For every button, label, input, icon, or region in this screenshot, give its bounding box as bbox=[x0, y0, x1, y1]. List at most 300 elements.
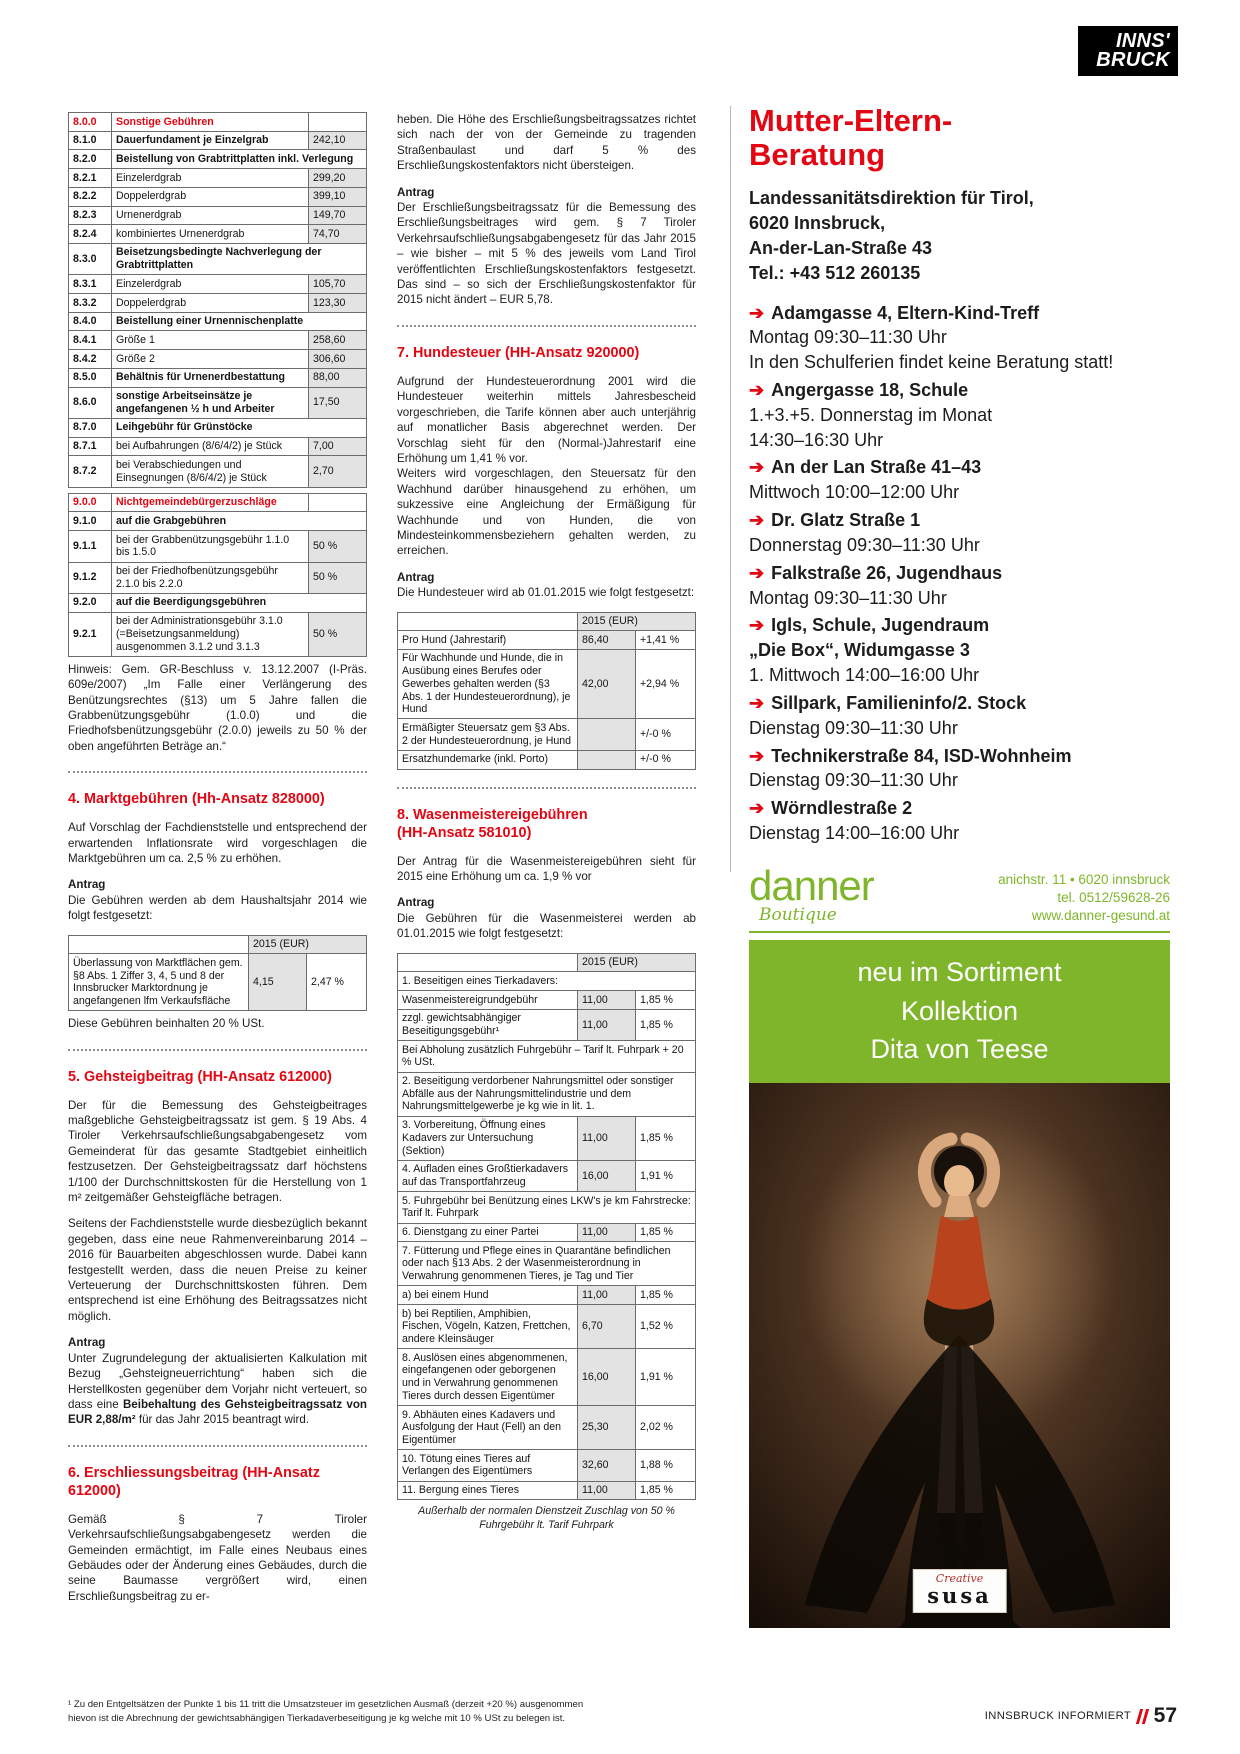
susa-badge bbox=[913, 1570, 1006, 1612]
fee-desc-cell: Größe 1 bbox=[112, 331, 309, 350]
fee-value-cell: 399,10 bbox=[309, 187, 367, 206]
ad-website-link[interactable]: www.danner-gesund.at bbox=[1031, 907, 1170, 923]
fee-row bbox=[398, 1160, 696, 1191]
arrow-icon: ➔ bbox=[749, 379, 765, 400]
fee-desc-cell: Behältnis für Urnenerdbestattung bbox=[112, 368, 309, 387]
arrow-icon: ➔ bbox=[749, 692, 765, 713]
location-text: Adamgasse 4, Eltern-Kind-Treff bbox=[771, 302, 1040, 323]
section-gehsteigbeitrag-heading: 5. Gehsteigbeitrag (HH-Ansatz 612000) bbox=[68, 1068, 332, 1085]
entry-schedule: In den Schulferien findet keine Beratung statt! bbox=[749, 352, 1114, 373]
banner-line3: Dita von Teese bbox=[870, 1033, 1049, 1064]
marktgebuehren-table bbox=[68, 935, 367, 1012]
fee-row bbox=[69, 437, 367, 456]
fee-pct-cell: 1,85 % bbox=[636, 1481, 696, 1500]
fee-desc-cell: bei der Administrationsgebühr 3.1.0 (=Beisetzungsanmeldung) ausgenommen 3.1.2 und 3.1.3 bbox=[112, 612, 309, 656]
fee-desc-cell: bei der Grabbenützungsgebühr 1.1.0 bis 1.5.0 bbox=[112, 531, 309, 562]
fee-desc-cell: kombiniertes Urnenerdgrab bbox=[112, 225, 309, 244]
section-wasenmeisterei-heading bbox=[397, 806, 696, 842]
ad-phone-line: tel. 0512/59628-26 bbox=[1057, 889, 1170, 905]
fee-pct-cell: +1,41 % bbox=[636, 631, 696, 650]
fee-row bbox=[398, 750, 696, 769]
fee-pct-cell: 1,91 % bbox=[636, 1160, 696, 1191]
beratung-entry bbox=[749, 613, 1170, 687]
entry-location bbox=[749, 508, 1170, 533]
fee-value-cell: 11,00 bbox=[578, 1286, 636, 1305]
fee-desc-cell: 4. Aufladen eines Großtierkadavers auf das Transportfahrzeug bbox=[398, 1160, 578, 1191]
fee-code-cell: 9.2.1 bbox=[69, 612, 112, 656]
fee-value-cell: 242,10 bbox=[309, 131, 367, 150]
fee-pct-cell: 2,02 % bbox=[636, 1406, 696, 1450]
fee-row bbox=[69, 294, 367, 313]
left-column bbox=[68, 112, 367, 1615]
fee-code-cell: 8.1.0 bbox=[69, 131, 112, 150]
fee-pct-cell: 1,85 % bbox=[636, 1116, 696, 1160]
fee-value-cell: 258,60 bbox=[309, 331, 367, 350]
fee-value-cell: 86,40 bbox=[578, 631, 636, 650]
fee-row bbox=[398, 649, 696, 719]
antrag-label: Antrag bbox=[397, 185, 435, 199]
fee-value-cell bbox=[309, 113, 367, 132]
fee-code-cell: 8.3.0 bbox=[69, 243, 112, 274]
page-number: 57 bbox=[1153, 1704, 1177, 1727]
location-text: Wörndlestraße 2 bbox=[771, 798, 913, 819]
fee-desc-cell: zzgl. gewichtsabhängiger Beseitigungsgebühr¹ bbox=[398, 1009, 578, 1040]
fee-desc-cell: Ersatzhundemarke (inkl. Porto) bbox=[398, 750, 578, 769]
arrow-icon: ➔ bbox=[749, 562, 765, 583]
arrow-icon: ➔ bbox=[749, 615, 765, 636]
fee-row bbox=[69, 331, 367, 350]
fee-desc-cell: sonstige Arbeitseinsätze je angefangenen ½ h und Arbeiter bbox=[112, 387, 309, 418]
fee-desc-cell: 7. Fütterung und Pflege eines in Quarantäne befindlichen oder nach §13 Abs. 2 der Wasenmeisterordnung in Verwahrung genommenen Tieres, je Tag und Tier bbox=[398, 1242, 696, 1286]
fee-row bbox=[398, 1450, 696, 1481]
paragraph: Weiters wird vorgeschlagen, den Steuersatz für den Wachhund darüber hinausgehend zu erhöhen, um sukzessive eine Angleichung der Ermäßigung für Wachhunde und von Hunden, die von Mindesteinkommensbeziehern gehalten werden, zu erreichen. bbox=[397, 467, 696, 558]
fee-value-cell: 16,00 bbox=[578, 1349, 636, 1406]
fee-desc-cell: Dauerfundament je Einzelgrab bbox=[112, 131, 309, 150]
fee-desc-cell: bei Verabschiedungen und Einsegnungen (8/6/4/2) je Stück bbox=[112, 456, 309, 487]
fee-row bbox=[69, 225, 367, 244]
fee-desc-cell: Pro Hund (Jahrestarif) bbox=[398, 631, 578, 650]
fee-code-cell: 9.1.0 bbox=[69, 512, 112, 531]
fee-value-cell: 11,00 bbox=[578, 1116, 636, 1160]
fee-desc-cell: 9. Abhäuten eines Kadavers und Ausfolgung der Haut (Fell) an den Eigentümer bbox=[398, 1406, 578, 1450]
fee-desc-cell: 8. Auslösen eines abgenommenen, eingefangenen oder geborgenen und in Verwahrung genommenen Tieres durch dessen Eigentümer bbox=[398, 1349, 578, 1406]
fee-value-cell bbox=[578, 750, 636, 769]
fee-code-cell: 8.3.2 bbox=[69, 294, 112, 313]
fee-row bbox=[398, 953, 696, 972]
fee-row bbox=[69, 387, 367, 418]
beratung-entry bbox=[749, 378, 1170, 452]
entry-schedule: 1. Mittwoch 14:00–16:00 Uhr bbox=[749, 665, 980, 686]
entry-location bbox=[749, 561, 1170, 586]
entry-schedule: Montag 09:30–11:30 Uhr bbox=[749, 327, 947, 348]
entry-location bbox=[749, 744, 1170, 769]
footnote-line1: ¹ Zu den Entgeltsätzen der Punkte 1 bis 11 tritt die Umsatzsteuer im gesetzlichen Ausmaß (derzeit +20 %) ausgenommen bbox=[68, 1699, 584, 1710]
fee-value-cell: 149,70 bbox=[309, 206, 367, 225]
ust-note: Diese Gebühren beinhalten 20 % USt. bbox=[68, 1017, 265, 1031]
paragraph: Die Gebühren für die Wasenmeisterei werden ab 01.01.2015 wie folgt festgesetzt: bbox=[397, 911, 696, 941]
fee-row bbox=[398, 1009, 696, 1040]
fee-row bbox=[69, 150, 367, 169]
fee-row bbox=[398, 1116, 696, 1160]
fee-row bbox=[398, 612, 696, 631]
paragraph: Gemäß § 7 Tiroler Verkehrsaufschließungsabgabengesetz werden die Gemeinden ermächtigt, im Falle eines Neubaus eines Gebäudes oder der Änderung eines Gebäudes, durch die seine Baumasse vergrößert wird, einen Erschließungsbeitrag zu er- bbox=[68, 1512, 367, 1603]
dotted-divider bbox=[68, 771, 367, 773]
antrag-label: Antrag bbox=[397, 570, 435, 584]
paragraph bbox=[68, 1351, 367, 1428]
fee-code-cell: 8.4.0 bbox=[69, 312, 112, 331]
danner-logo-subtitle: Boutique bbox=[759, 904, 837, 925]
fee-value-cell: 7,00 bbox=[309, 437, 367, 456]
hinweis-note: Hinweis: Gem. GR-Beschluss v. 13.12.2007 (I-Präs. 609e/2007) „Im Falle einer Verlängerung des Benützungsrechtes (§13) um 5 Jahre fallen die Grabbenützungsgebühr (1.0.0) und die Friedhofsbenützungsgebühr (2.0.0) jeweils zu 50 % der oben angeführten Beträge an.“ bbox=[68, 662, 367, 753]
phone-line: Tel.: +43 512 260135 bbox=[749, 262, 921, 283]
fee-value-cell: 74,70 bbox=[309, 225, 367, 244]
paragraph: Seitens der Fachdienststelle wurde diesbezüglich bekannt gegeben, dass eine neue Rahmenvereinbarung 2014 – 2016 für Bauarbeiten abgeschlossen wurde. Dabei kann festgestellt werden, dass die neuen Preise zu keiner Verteuerung der Durchschnittskosten führen. Dem entsprechend ist eine Erhöhung des Beitragssatzes nicht möglich. bbox=[68, 1217, 367, 1323]
sonstige-gebuehren-table bbox=[68, 112, 367, 488]
fee-desc-cell: bei der Friedhofbenützungsgebühr 2.1.0 bis 2.2.0 bbox=[112, 562, 309, 593]
fee-value-cell: 6,70 bbox=[578, 1305, 636, 1349]
fee-row bbox=[69, 350, 367, 369]
fee-code-cell: 8.2.1 bbox=[69, 169, 112, 188]
footnote-line2: hievon ist die Abrechnung der gewichtsabhängigen Tierkadaverbeseitigung je kg welche mit 10 % USt zu belegen ist. bbox=[68, 1713, 566, 1725]
fee-row bbox=[69, 187, 367, 206]
beratung-entry bbox=[749, 744, 1170, 794]
fee-row bbox=[398, 1349, 696, 1406]
fee-row bbox=[398, 1305, 696, 1349]
fee-value-cell: 88,00 bbox=[309, 368, 367, 387]
fee-desc-cell: Größe 2 bbox=[112, 350, 309, 369]
title-line1: Mutter-Eltern- bbox=[749, 103, 953, 138]
fee-code-cell: 8.2.3 bbox=[69, 206, 112, 225]
antrag-label: Antrag bbox=[68, 878, 106, 892]
fee-row bbox=[69, 312, 367, 331]
fee-row bbox=[69, 169, 367, 188]
fee-desc-cell: 2. Beseitigung verdorbener Nahrungsmittel oder sonstiger Abfälle aus der Nahrungsmittelindustrie und dem Nahrungsmittelgewerbe je kg wie in lit. 1. bbox=[398, 1072, 696, 1116]
fee-value-cell: 11,00 bbox=[578, 991, 636, 1010]
logo-line2: BRUCK bbox=[1096, 48, 1170, 71]
fee-pct-cell: +2,94 % bbox=[636, 649, 696, 719]
paragraph: heben. Die Höhe des Erschließungsbeitragssatzes richtet sich nach der von der Gemeinde zu tragenden Straßenbaulast und darf 5 % des Erschließungskostenfaktors nicht übersteigen. bbox=[397, 113, 696, 173]
fee-value-cell: 11,00 bbox=[578, 1223, 636, 1242]
fee-pct-cell: 1,85 % bbox=[636, 1286, 696, 1305]
location-text: Dr. Glatz Straße 1 bbox=[771, 510, 921, 531]
fee-desc-cell: Einzelerdgrab bbox=[112, 169, 309, 188]
fee-code-cell: 8.7.2 bbox=[69, 456, 112, 487]
ad-banner bbox=[749, 940, 1170, 1083]
text-run: Unter Zugrundelegung der aktualisierten Kalkulation mit Bezug „Gehsteigneuerrichtung“ haben sich die Herstellkosten gegenüber dem Vorjahr nicht verteuert, so dass eine bbox=[68, 1351, 367, 1411]
entry-schedule: Dienstag 14:00–16:00 Uhr bbox=[749, 823, 960, 844]
fee-code-cell: 8.7.1 bbox=[69, 437, 112, 456]
entry-schedule: Montag 09:30–11:30 Uhr bbox=[749, 587, 947, 608]
ad-contact-block bbox=[998, 868, 1170, 924]
logo-line1: INNS' bbox=[1115, 30, 1170, 52]
fee-pct-cell: 1,85 % bbox=[636, 1009, 696, 1040]
fee-code-cell: 9.1.1 bbox=[69, 531, 112, 562]
fee-value-cell bbox=[578, 719, 636, 750]
danner-logo: danner bbox=[749, 861, 874, 909]
fee-row bbox=[69, 113, 367, 132]
entry-schedule: 1.+3.+5. Donnerstag im Monat bbox=[749, 404, 993, 425]
ad-header bbox=[749, 861, 1170, 933]
fee-row bbox=[69, 456, 367, 487]
fee-code-cell: 8.4.2 bbox=[69, 350, 112, 369]
fee-desc-cell: Doppelerdgrab bbox=[112, 294, 309, 313]
entry-schedule: Mittwoch 10:00–12:00 Uhr bbox=[749, 482, 960, 503]
fee-desc-cell: Beisetzungsbedingte Nachverlegung der Grabtrittplatten bbox=[112, 243, 367, 274]
fee-code-cell: 9.1.2 bbox=[69, 562, 112, 593]
zuschlaege-table bbox=[68, 493, 367, 657]
dotted-divider bbox=[68, 1049, 367, 1051]
fee-code-cell: 9.2.0 bbox=[69, 593, 112, 612]
heading-line1: 8. Wasenmeistereigebühren bbox=[397, 806, 588, 823]
location-text: Sillpark, Familieninfo/2. Stock bbox=[771, 692, 1027, 713]
fee-value-cell: 11,00 bbox=[578, 1481, 636, 1500]
beratung-address bbox=[749, 186, 1170, 285]
paragraph: Die Hundesteuer wird ab 01.01.2015 wie folgt festgesetzt: bbox=[397, 586, 695, 600]
fee-desc-cell: a) bei einem Hund bbox=[398, 1286, 578, 1305]
fee-desc-cell: 3. Vorbereitung, Öffnung eines Kadavers zur Untersuchung (Sektion) bbox=[398, 1116, 578, 1160]
entry-location bbox=[749, 378, 1170, 403]
text-run: für das Jahr 2015 beantragt wird. bbox=[135, 1413, 310, 1427]
fee-desc-cell: Sonstige Gebühren bbox=[112, 113, 309, 132]
beratung-title bbox=[749, 104, 1170, 172]
beratung-entry bbox=[749, 691, 1170, 741]
arrow-icon: ➔ bbox=[749, 457, 765, 478]
paragraph: Der Erschließungsbeitragssatz für die Bemessung des Erschließungsbeitrages wird gem. § 7 Tiroler Verkehrsaufschließungsabgabengesetz für das Jahr 2015 – wie bisher – mit 5 % des jeweils vom Land Tirol veröffentlichten Erschließungskostenfaktors festgesetzt. Das sind – so sich der Erschließungskostenfaktor für 2015 nicht ändert – EUR 5,78. bbox=[397, 201, 696, 307]
fee-row bbox=[398, 719, 696, 750]
arrow-icon: ➔ bbox=[749, 745, 765, 766]
fee-pct-cell: 1,91 % bbox=[636, 1349, 696, 1406]
paragraph: Der Antrag für die Wasenmeistereigebühren sieht für 2015 eine Erhöhung um ca. 1,9 % vor bbox=[397, 854, 696, 883]
fee-pct-cell: +/-0 % bbox=[636, 750, 696, 769]
fee-code-cell: 9.0.0 bbox=[69, 493, 112, 512]
fee-desc-cell: 11. Bergung eines Tieres bbox=[398, 1481, 578, 1500]
entry-location-line2: „Die Box“, Widumgasse 3 bbox=[749, 640, 970, 661]
fee-pct-cell: +/-0 % bbox=[636, 719, 696, 750]
fee-desc-cell: 1. Beseitigen eines Tierkadavers: bbox=[398, 972, 696, 991]
wasenmeisterei-table bbox=[397, 953, 696, 1501]
fee-row bbox=[398, 1242, 696, 1286]
fee-desc-cell: Nichtgemeindebürgerzuschläge bbox=[112, 493, 309, 512]
fee-desc-cell: auf die Beerdigungsgebühren bbox=[112, 593, 367, 612]
fee-row bbox=[398, 1192, 696, 1223]
fee-row bbox=[398, 972, 696, 991]
paragraph: Der für die Bemessung des Gehsteigbeitrages maßgebliche Gehsteigbeitragssatz ist gem. § 19 Abs. 4 Tiroler Verkehrsaufschließungsabgabengesetz vom Gemeinderat für das gesamte Stadtgebiet einheitlich festzusetzen. Der Gehsteigbeitragssatz darf höchstens 1/100 der Durchschnittskosten für die Herstellung von 1 m² zeitgemäßer Gehsteigfläche betragen. bbox=[68, 1098, 367, 1205]
fee-desc-cell: Für Wachhunde und Hunde, die in Ausübung eines Berufes oder Gewerbes gehalten werden (§3 Abs. 1 der Hundesteuerordnung), je Hund bbox=[398, 649, 578, 719]
fee-desc-cell: 6. Dienstgang zu einer Partei bbox=[398, 1223, 578, 1242]
beratung-entry bbox=[749, 508, 1170, 558]
address-line: An-der-Lan-Straße 43 bbox=[749, 237, 933, 258]
fee-pct-cell: 1,85 % bbox=[636, 991, 696, 1010]
arrow-icon: ➔ bbox=[749, 510, 765, 531]
fee-row bbox=[69, 935, 367, 954]
dotted-divider bbox=[397, 787, 696, 789]
page-divider-icon bbox=[1138, 1709, 1147, 1724]
fee-value-cell: 17,50 bbox=[309, 387, 367, 418]
fee-value-cell: 299,20 bbox=[309, 169, 367, 188]
fee-value-cell: 105,70 bbox=[309, 275, 367, 294]
paragraph: Auf Vorschlag der Fachdienststelle und entsprechend der erwartenden Inflationsrate wird vorgeschlagen die Marktgebühren um ca. 2,5 % zu erhöhen. bbox=[68, 821, 367, 866]
middle-column bbox=[397, 112, 696, 1533]
magazine-name: INNSBRUCK INFORMIERT bbox=[984, 1710, 1132, 1722]
badge-susa-text: susa bbox=[927, 1583, 992, 1609]
antrag-label: Antrag bbox=[68, 1336, 106, 1350]
dotted-divider bbox=[397, 325, 696, 327]
location-text: An der Lan Straße 41–43 bbox=[771, 457, 982, 478]
fee-value-cell: 123,30 bbox=[309, 294, 367, 313]
fee-code-cell: 8.7.0 bbox=[69, 418, 112, 437]
beratung-entries bbox=[749, 301, 1170, 846]
fee-desc-cell: Urnenerdgrab bbox=[112, 206, 309, 225]
fee-row bbox=[69, 243, 367, 274]
empty-cell bbox=[69, 935, 249, 954]
ad-address-line: anichstr. 11 • 6020 innsbruck bbox=[998, 871, 1170, 887]
fee-row bbox=[69, 131, 367, 150]
fee-row bbox=[69, 512, 367, 531]
arrow-icon: ➔ bbox=[749, 798, 765, 819]
fee-code-cell: 8.2.0 bbox=[69, 150, 112, 169]
fee-value-cell: 32,60 bbox=[578, 1450, 636, 1481]
location-text: Falkstraße 26, Jugendhaus bbox=[771, 562, 1003, 583]
fee-row bbox=[398, 1223, 696, 1242]
fee-code-cell: 8.5.0 bbox=[69, 368, 112, 387]
section-marktgebuehren-heading: 4. Marktgebühren (Hh-Ansatz 828000) bbox=[68, 791, 325, 808]
fee-value-cell: 50 % bbox=[309, 531, 367, 562]
entry-schedule: Dienstag 09:30–11:30 Uhr bbox=[749, 770, 958, 791]
paragraph: Aufgrund der Hundesteuerordnung 2001 wird die Hundesteuer weiterhin mittels Jahresbescheid vorgeschrieben, die Tarife können aber auch unterjährig auf monatlicher Basis abgerechnet werden. Der Vorschlag sieht für den (Normal-)Jahrestarif eine Erhöhung um 1,41 % vor. bbox=[397, 374, 696, 465]
fee-pct-cell: 2,47 % bbox=[307, 954, 367, 1011]
fee-desc-cell: Einzelerdgrab bbox=[112, 275, 309, 294]
innsbruck-logo bbox=[1078, 26, 1178, 76]
fee-value-cell: 16,00 bbox=[578, 1160, 636, 1191]
fee-row bbox=[69, 493, 367, 512]
fee-value-cell: 11,00 bbox=[578, 1009, 636, 1040]
year-header-cell: 2015 (EUR) bbox=[578, 953, 696, 972]
address-line: Landessanitätsdirektion für Tirol, bbox=[749, 188, 1034, 209]
fee-desc-cell: Doppelerdgrab bbox=[112, 187, 309, 206]
fee-desc-cell: bei Aufbahrungen (8/6/4/2) je Stück bbox=[112, 437, 309, 456]
entry-location bbox=[749, 301, 1170, 326]
beratung-entry bbox=[749, 301, 1170, 375]
fee-row bbox=[69, 531, 367, 562]
heading-line2: (HH-Ansatz 581010) bbox=[397, 824, 532, 841]
page-footer bbox=[985, 1704, 1177, 1728]
fee-desc-cell: Beistellung von Grabtrittplatten inkl. Verlegung bbox=[112, 150, 367, 169]
fee-row bbox=[69, 368, 367, 387]
column-divider bbox=[730, 106, 731, 872]
fee-code-cell: 8.0.0 bbox=[69, 113, 112, 132]
right-column bbox=[749, 104, 1170, 1628]
paragraph: Die Gebühren werden ab dem Haushaltsjahr 2014 wie folgt festgesetzt: bbox=[68, 893, 367, 923]
fee-row bbox=[69, 954, 367, 1011]
fee-desc-cell: Bei Abholung zusätzlich Fuhrgebühr – Tarif lt. Fuhrpark + 20 % USt. bbox=[398, 1041, 696, 1072]
fee-value-cell: 306,60 bbox=[309, 350, 367, 369]
fee-row bbox=[398, 1481, 696, 1500]
fee-row bbox=[69, 418, 367, 437]
dotted-divider bbox=[68, 1445, 367, 1447]
fee-desc-cell: b) bei Reptilien, Amphibien, Fischen, Vögeln, Katzen, Frettchen, andere Kleinsäuger bbox=[398, 1305, 578, 1349]
fee-row bbox=[69, 612, 367, 656]
fee-row bbox=[398, 1286, 696, 1305]
fee-desc-cell: Beistellung einer Urnennischenplatte bbox=[112, 312, 367, 331]
fee-row bbox=[398, 1041, 696, 1072]
fee-code-cell: 8.3.1 bbox=[69, 275, 112, 294]
year-header-cell: 2015 (EUR) bbox=[578, 612, 696, 631]
fee-pct-cell: 1,88 % bbox=[636, 1450, 696, 1481]
fee-code-cell: 8.4.1 bbox=[69, 331, 112, 350]
fee-row bbox=[69, 275, 367, 294]
empty-cell bbox=[398, 612, 578, 631]
fee-desc-cell: Ermäßigter Steuersatz gem §3 Abs. 2 der Hundesteuerordnung, je Hund bbox=[398, 719, 578, 750]
fee-row bbox=[69, 593, 367, 612]
fee-value-cell: 50 % bbox=[309, 562, 367, 593]
location-text: Technikerstraße 84, ISD-Wohnheim bbox=[771, 745, 1072, 766]
title-line2: Beratung bbox=[749, 137, 886, 173]
badge-creative-text: Creative bbox=[935, 1572, 984, 1586]
beratung-entry bbox=[749, 796, 1170, 846]
banner-line2: Kollektion bbox=[900, 995, 1019, 1026]
location-text: Igls, Schule, Jugendraum bbox=[771, 615, 990, 636]
fee-value-cell bbox=[309, 493, 367, 512]
year-header-cell: 2015 (EUR) bbox=[249, 935, 367, 954]
fee-value-cell: 2,70 bbox=[309, 456, 367, 487]
fee-row bbox=[398, 991, 696, 1010]
after-hours-note: Außerhalb der normalen Dienstzeit Zuschlag von 50 % Fuhrgebühr lt. Tarif Fuhrpark bbox=[418, 1505, 675, 1531]
dita-photo-illustration bbox=[749, 1083, 1170, 1628]
fee-row bbox=[398, 631, 696, 650]
entry-schedule: Dienstag 09:30–11:30 Uhr bbox=[749, 717, 958, 738]
fee-value-cell: 50 % bbox=[309, 612, 367, 656]
fee-desc-cell: 5. Fuhrgebühr bei Benützung eines LKW's je km Fahrstrecke: Tarif lt. Fuhrpark bbox=[398, 1192, 696, 1223]
fee-row bbox=[398, 1406, 696, 1450]
entry-location bbox=[749, 691, 1170, 716]
fee-desc-cell: Wasenmeistereigrundgebühr bbox=[398, 991, 578, 1010]
address-line: 6020 Innsbruck, bbox=[749, 213, 886, 234]
fee-row bbox=[69, 206, 367, 225]
fee-row bbox=[398, 1072, 696, 1116]
fee-code-cell: 8.2.4 bbox=[69, 225, 112, 244]
section-hundesteuer-heading: 7. Hundesteuer (HH-Ansatz 920000) bbox=[397, 344, 640, 361]
banner-line1: neu im Sortiment bbox=[857, 957, 1062, 988]
arrow-icon: ➔ bbox=[749, 302, 765, 323]
fee-code-cell: 8.2.2 bbox=[69, 187, 112, 206]
antrag-label: Antrag bbox=[397, 896, 435, 910]
fee-value-cell: 25,30 bbox=[578, 1406, 636, 1450]
danner-ad bbox=[749, 861, 1170, 1628]
hundesteuer-table bbox=[397, 612, 696, 770]
beratung-entry bbox=[749, 561, 1170, 611]
fee-pct-cell: 1,85 % bbox=[636, 1223, 696, 1242]
bold-text-run: Beibehaltung des Gehsteigbeitragssatz von EUR 2,88/m² bbox=[68, 1397, 367, 1427]
entry-location bbox=[749, 613, 1170, 638]
fee-code-cell: 8.6.0 bbox=[69, 387, 112, 418]
entry-schedule: Donnerstag 09:30–11:30 Uhr bbox=[749, 534, 980, 555]
fee-desc-cell: auf die Grabgebühren bbox=[112, 512, 367, 531]
fee-pct-cell: 1,52 % bbox=[636, 1305, 696, 1349]
entry-schedule: 14:30–16:30 Uhr bbox=[749, 429, 884, 450]
footnote bbox=[68, 1698, 698, 1727]
empty-cell bbox=[398, 953, 578, 972]
fee-row bbox=[69, 562, 367, 593]
fee-value-cell: 42,00 bbox=[578, 649, 636, 719]
fee-desc-cell: Überlassung von Marktflächen gem. §8 Abs. 1 Ziffer 3, 4, 5 und 8 der Innsbrucker Marktordnung je angefangenen lfm Verkaufsfläche bbox=[69, 954, 249, 1011]
fee-desc-cell: 10. Tötung eines Tieres auf Verlangen des Eigentümers bbox=[398, 1450, 578, 1481]
entry-location bbox=[749, 455, 1170, 480]
beratung-entry bbox=[749, 455, 1170, 505]
entry-location bbox=[749, 796, 1170, 821]
fee-value-cell: 4,15 bbox=[249, 954, 307, 1011]
section-erschliessungsbeitrag-heading: 6. Erschliessungsbeitrag (HH-Ansatz 612000) bbox=[68, 1464, 320, 1499]
fee-desc-cell: Leihgebühr für Grünstöcke bbox=[112, 418, 367, 437]
